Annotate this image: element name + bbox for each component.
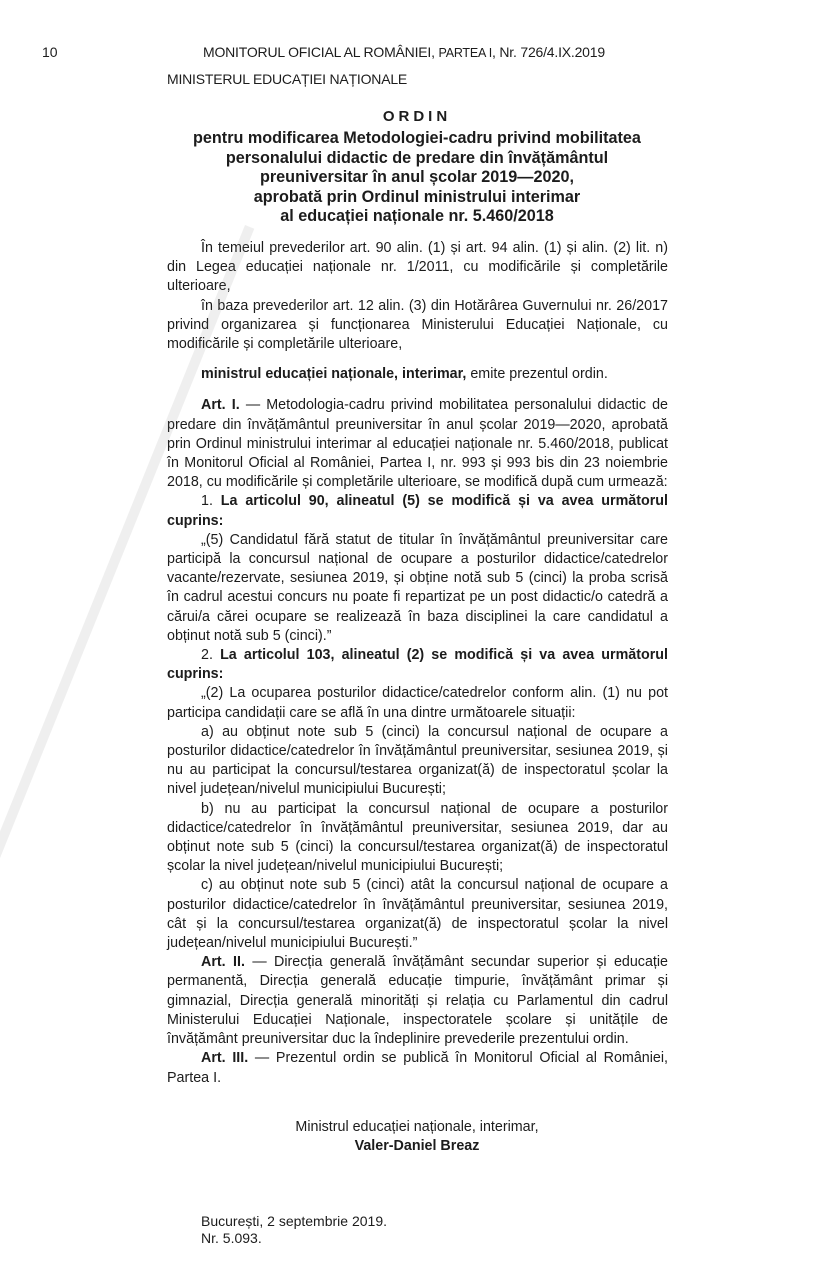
signatory-name: Valer-Daniel Breaz: [354, 1138, 480, 1155]
emitent-bold: ministrul educației naționale, interimar,: [201, 366, 467, 383]
title-line: preuniversitar în anul școlar 2019—2020,: [259, 168, 574, 187]
point-heading: La articolul 103, alineatul (2) se modifică și va avea următorul cuprins:: [167, 647, 668, 683]
title-line: pentru modificarea Metodologiei-cadru privind mobilitatea: [193, 129, 641, 147]
running-header: [203, 44, 605, 62]
document-type: ORDIN: [382, 108, 452, 125]
point-1-heading: [167, 492, 668, 530]
order-number: Nr. 5.093.: [201, 1229, 262, 1246]
title-line: personalului didactic de predare din învățământul: [225, 148, 609, 167]
article-label: Art. III.: [201, 1050, 249, 1067]
emitent-paragraph: [167, 365, 668, 384]
page-number: 10: [42, 44, 58, 60]
issuer-ministry: MINISTERUL EDUCAȚIEI NAȚIONALE: [167, 71, 408, 87]
header-row: [0, 44, 824, 63]
point-2-item-c: c) au obținut note sub 5 (cinci) atât la concursul național de ocupare a posturilor didactice/catedrelor în învățământul preuniversitar, sesiunea 2019, cât și la concursul/testarea organizat(ă) de inspectoratul școlar la nivel județean/nivelul municipiului București.”: [167, 877, 668, 952]
publication-issue: , Nr. 726/4.IX.2019: [492, 44, 605, 60]
document-body: [167, 239, 668, 1088]
point-2-item-a: a) au obținut note sub 5 (cinci) la concursul național de ocupare a posturilor didactice/catedrelor în învățământul preuniversitar, sesiunea 2019, și nu au participat la concursul/testarea organizat(ă) de inspectoratul școlar la nivel județean/nivelul municipiului București;: [167, 723, 668, 798]
title-line: aprobată prin Ordinul ministrului interimar: [253, 187, 581, 206]
point-1-text: „(5) Candidatul fără statut de titular în învățământul preuniversitar care participă la concursul național de ocupare a posturilor didactice/catedrelor vacante/rezervate, sesiunea 2019, și obține notă sub 5 (cinci) la proba scrisă în cadrul acestui concurs nu poate fi repartizat pe un post didactic/o catedră a cărui/a cărei ocupare se realizează în baza disciplinei la care candidatul a obținut notă sub 5 (cinci).”: [167, 531, 668, 644]
publication-part: PARTEA I: [438, 46, 492, 60]
title-line: al educației naționale nr. 5.460/2018: [280, 207, 554, 226]
signature-block: [167, 1118, 667, 1157]
article-label: Art. II.: [201, 954, 245, 971]
article-text: — Direcția generală învățământ secundar superior și educație permanentă, Direcția generală educație timpurie, învățământ primar și gimnazial, Direcția generală minorități și relația cu Parlamentul din cadrul Ministerului Educației Naționale, inspectoratele școlare și unitățile de învățământ preuniversitar duc la îndeplinire prevederile prezentului ordin.: [167, 954, 668, 1048]
article-text: — Metodologia-cadru privind mobilitatea personalului didactic de predare din învățământul preuniversitar în anul școlar 2019—2020, aprobată prin Ordinul ministrului interimar al educației naționale nr. 5.460/2018, publicat în Monitorul Oficial al României, Partea I, nr. 993 și 993 bis din 23 noiembrie 2018, cu modificările și completările ulterioare, se modifică după cum urmează:: [167, 397, 669, 491]
emitent-text: emite prezentul ordin.: [466, 366, 608, 383]
point-2-heading: [167, 646, 668, 684]
preamble-paragraph: În temeiul prevederilor art. 90 alin. (1) și art. 94 alin. (1) și alin. (2) lit. n) din Legea educației naționale nr. 1/2011, cu modificările și completările ulterioare,: [167, 239, 668, 295]
article-1: [167, 396, 668, 492]
article-3: [167, 1049, 668, 1087]
article-text: — Prezentul ordin se publică în Monitorul Oficial al României, Partea I.: [167, 1050, 668, 1086]
place-date: București, 2 septembrie 2019.: [201, 1212, 387, 1229]
point-2-item-b: b) nu au participat la concursul național de ocupare a posturilor didactice/catedrelor în învățământul preuniversitar, sesiunea 2019, dar au obținut note sub 5 (cinci) la concursul/testarea organizat(ă) de inspectoratul școlar la nivel județean/nivelul municipiului București;: [167, 800, 668, 875]
signatory-role: Ministrul educației naționale, interimar,: [295, 1118, 539, 1135]
article-label: Art. I.: [201, 397, 240, 414]
publication-name: MONITORUL OFICIAL AL ROMÂNIEI,: [203, 44, 439, 60]
point-heading: La articolul 90, alineatul (5) se modifică și va avea următorul cuprins:: [167, 493, 668, 529]
point-number: 2.: [201, 647, 221, 664]
point-2-intro: „(2) La ocuparea posturilor didactice/catedrelor conform alin. (1) nu pot participa candidații care se află în una dintre următoarele situații:: [167, 685, 668, 721]
preamble-paragraph: în baza prevederilor art. 12 alin. (3) din Hotărârea Guvernului nr. 26/2017 privind organizarea și funcționarea Ministerului Educației Naționale, cu modificările și completările ulterioare,: [167, 297, 668, 352]
document-title: [160, 129, 674, 227]
place-date-block: [201, 1213, 824, 1247]
article-2: [167, 953, 668, 1049]
point-number: 1.: [201, 493, 221, 510]
